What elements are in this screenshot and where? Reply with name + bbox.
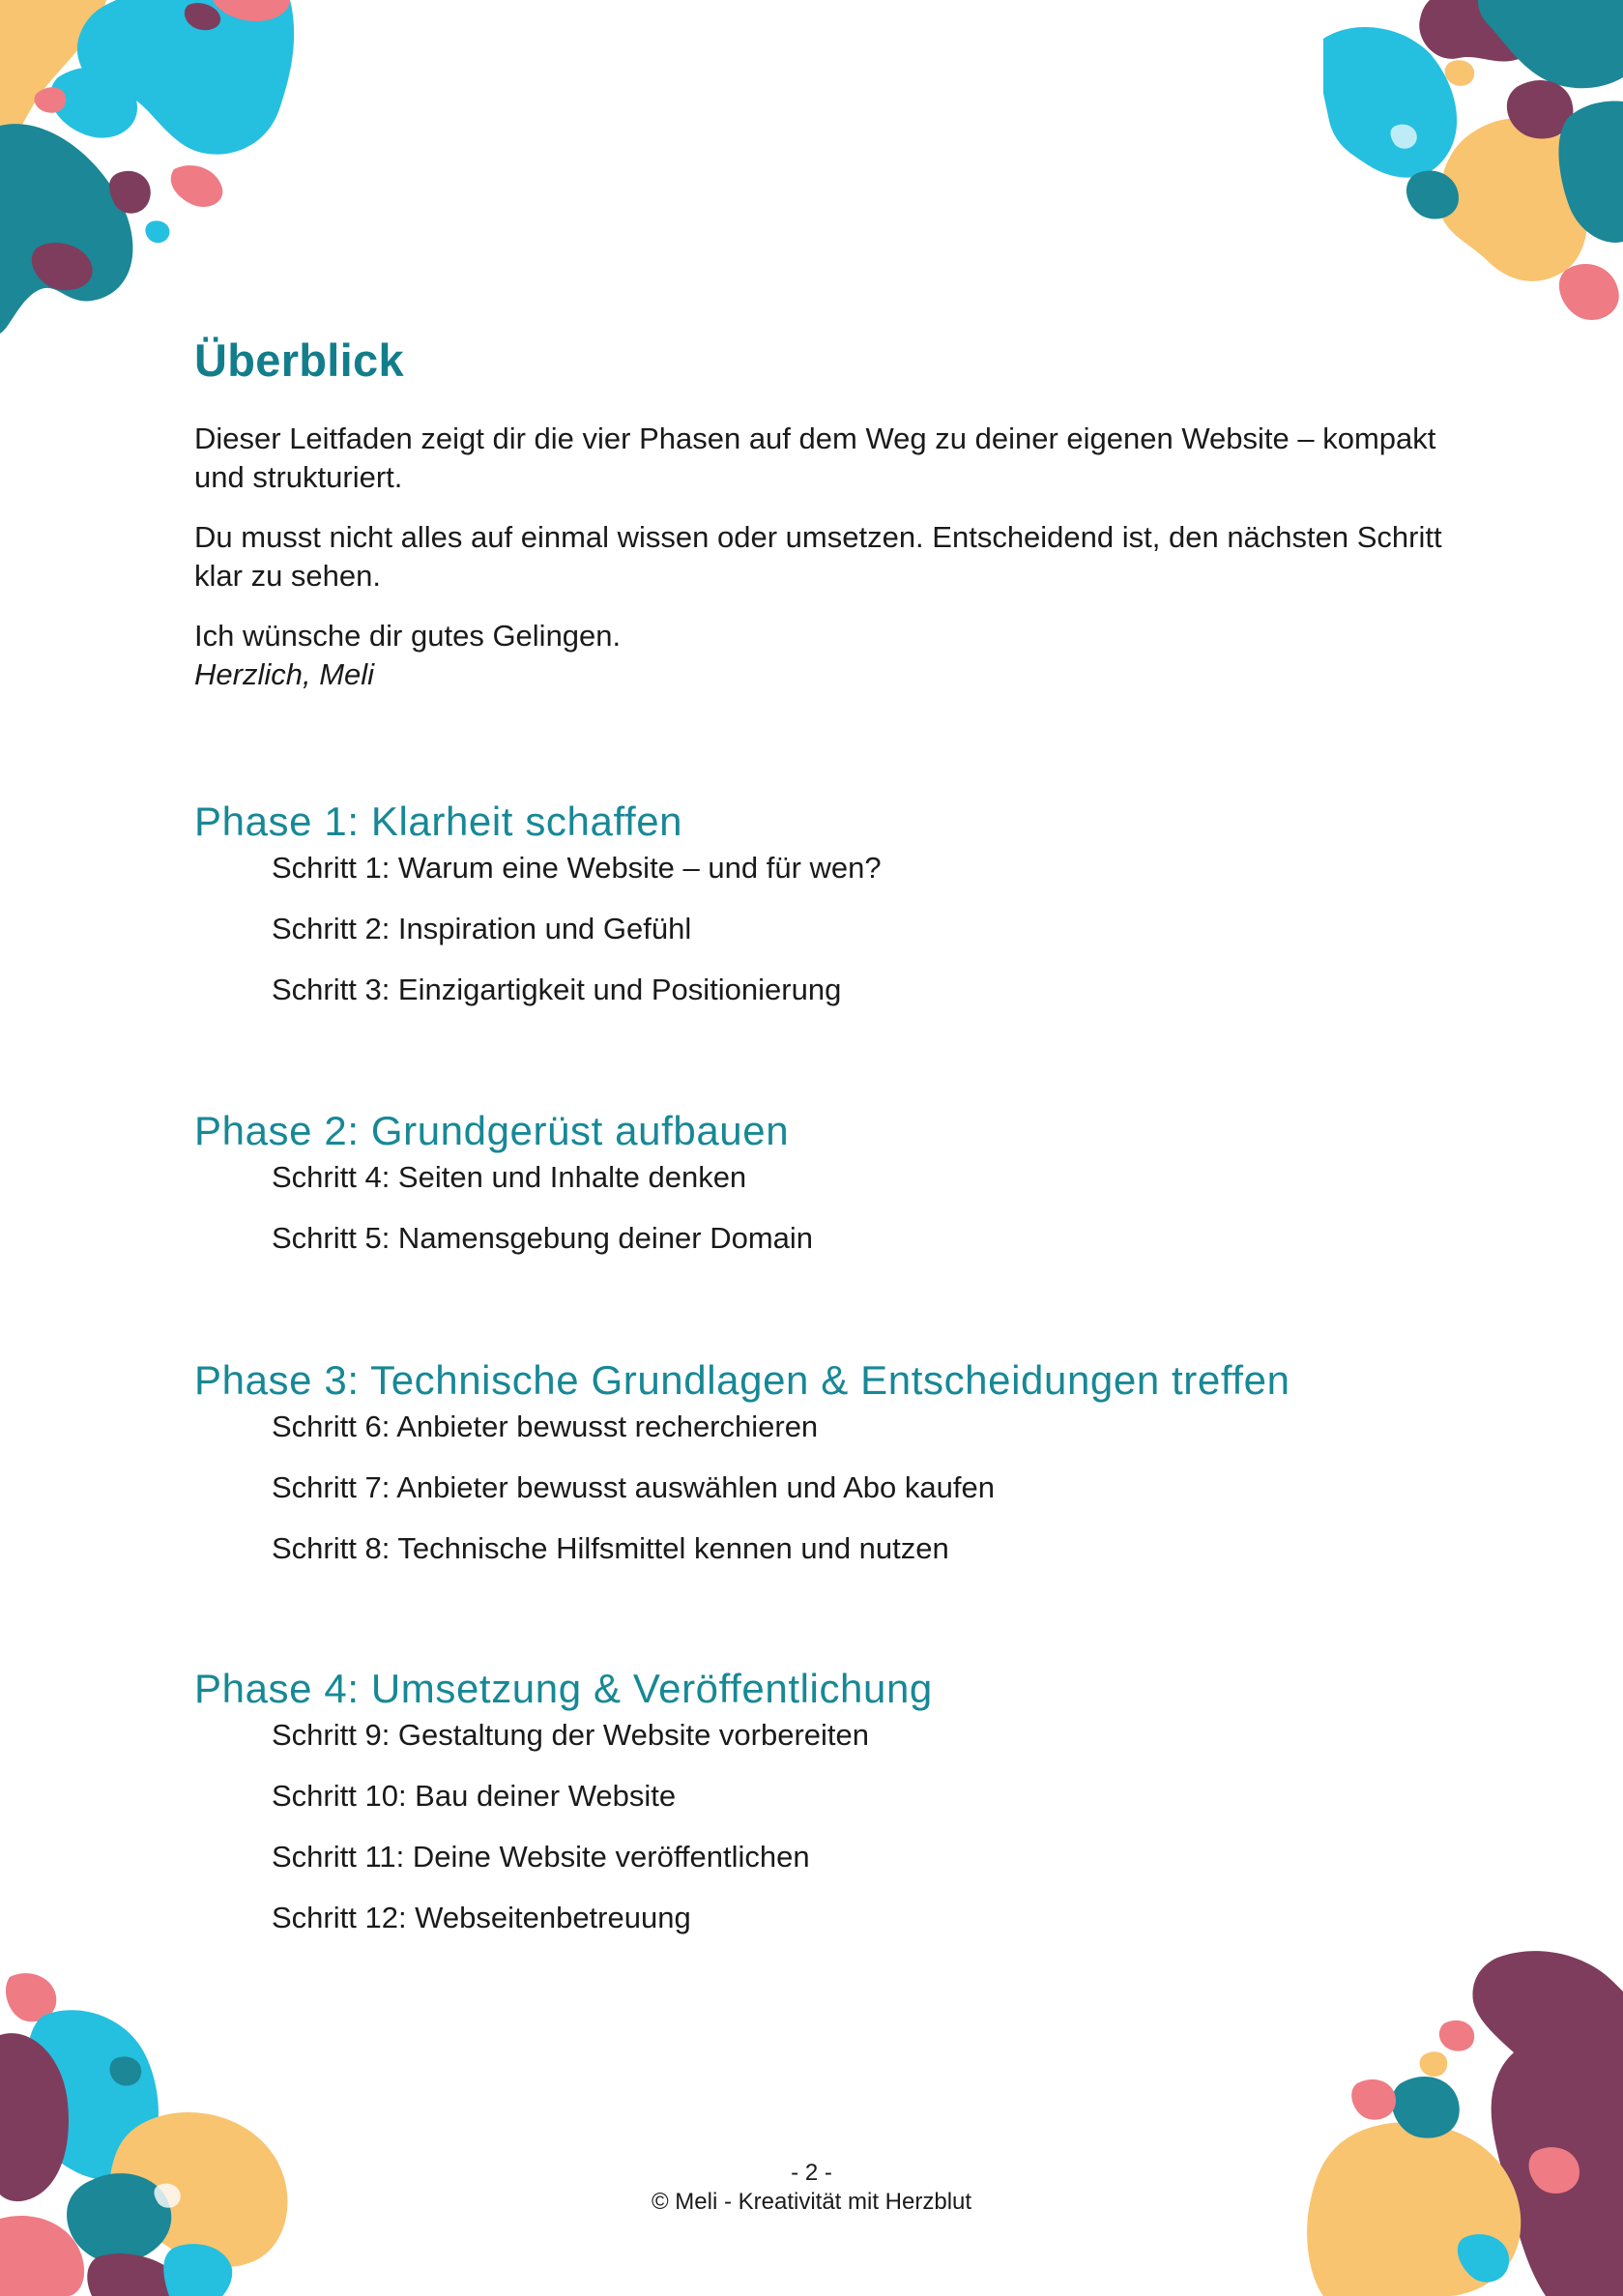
phase-3-section xyxy=(194,1357,1451,1590)
copyright-line: © Meli - Kreativität mit Herzblut xyxy=(651,2189,972,2215)
step-6: Schritt 6: Anbieter bewusst recherchieren xyxy=(272,1410,819,1443)
phase-2-title: Phase 2: Grundgerüst aufbauen xyxy=(194,1108,790,1153)
step-4: Schritt 4: Seiten und Inhalte denken xyxy=(272,1160,747,1194)
phase-3-title: Phase 3: Technische Grundlagen & Entscheidungen treffen xyxy=(194,1357,1290,1403)
intro-section xyxy=(194,334,1451,715)
phase-2-steps xyxy=(194,1158,1451,1258)
step-3: Schritt 3: Einzigartigkeit und Positionierung xyxy=(272,973,842,1006)
page-title: Überblick xyxy=(194,334,404,386)
corner-decoration-top-left xyxy=(0,0,300,348)
step-8: Schritt 8: Technische Hilfsmittel kennen und nutzen xyxy=(272,1531,949,1565)
phase-3-steps xyxy=(194,1408,1451,1568)
step-7: Schritt 7: Anbieter bewusst auswählen und Abo kaufen xyxy=(272,1470,995,1504)
phase-1-section xyxy=(194,799,1451,1032)
corner-decoration-bottom-left xyxy=(0,1967,309,2296)
page-number: - 2 - xyxy=(791,2160,832,2186)
corner-decoration-bottom-right xyxy=(1304,1948,1623,2296)
step-10: Schritt 10: Bau deiner Website xyxy=(272,1779,677,1813)
phase-4-steps xyxy=(194,1716,1451,1937)
phase-4-section xyxy=(194,1666,1451,1960)
intro-paragraph-1: Dieser Leitfaden zeigt dir die vier Phasen auf dem Weg zu deiner eigenen Website – kompakt und strukturiert. xyxy=(194,421,1436,494)
page-footer xyxy=(0,2159,1623,2217)
step-1: Schritt 1: Warum eine Website – und für wen? xyxy=(272,851,882,885)
greeting: Ich wünsche dir gutes Gelingen. xyxy=(194,619,622,653)
phase-1-steps xyxy=(194,849,1451,1009)
step-5: Schritt 5: Namensgebung deiner Domain xyxy=(272,1221,814,1255)
corner-decoration-top-right xyxy=(1323,0,1623,338)
phase-2-section xyxy=(194,1108,1451,1280)
step-11: Schritt 11: Deine Website veröffentlichen xyxy=(272,1840,810,1874)
intro-paragraph-2: Du musst nicht alles auf einmal wissen oder umsetzen. Entscheidend ist, den nächsten Schritt klar zu sehen. xyxy=(194,520,1442,593)
phase-1-title: Phase 1: Klarheit schaffen xyxy=(194,799,683,844)
signature: Herzlich, Meli xyxy=(194,657,375,691)
step-12: Schritt 12: Webseitenbetreuung xyxy=(272,1901,691,1934)
step-2: Schritt 2: Inspiration und Gefühl xyxy=(272,912,692,945)
phase-4-title: Phase 4: Umsetzung & Veröffentlichung xyxy=(194,1666,933,1711)
step-9: Schritt 9: Gestaltung der Website vorbereiten xyxy=(272,1718,870,1752)
